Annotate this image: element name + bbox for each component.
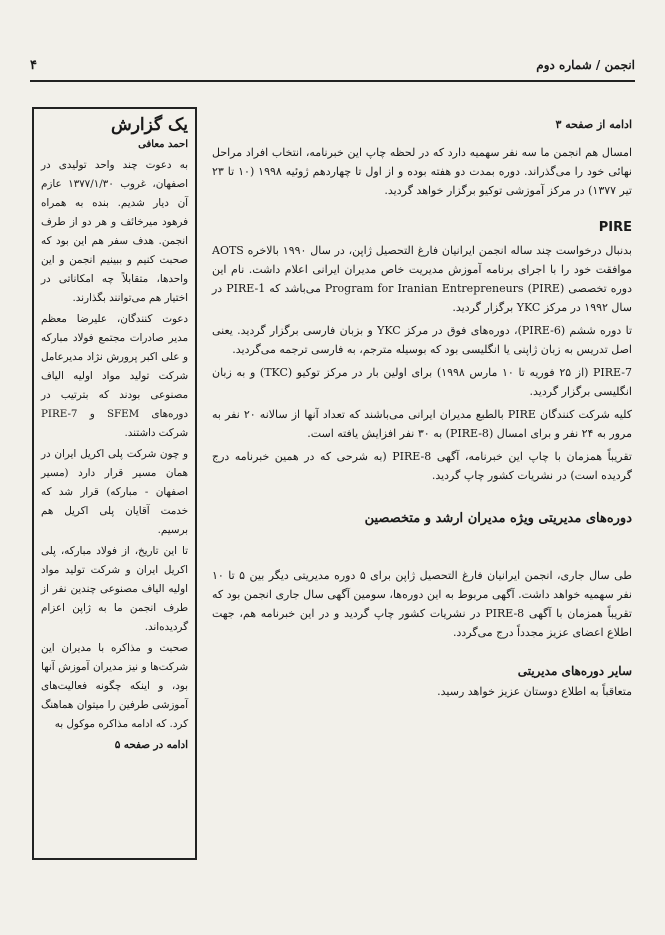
- report-paragraph: دعوت کنندگان، علیرضا معظم مدیر صادرات مجتمع فولاد مبارکه و علی اکبر پرورش نژاد مدیرعامل شرکت تولید مواد اولیه الیاف مصنوعی بودند که بترتیب در دوره‌های SFEM و PIRE-7 شرکت داشتند.: [41, 313, 188, 439]
- pire-paragraph: PIRE-7 (از ۲۵ فوریه تا ۱۰ مارس ۱۹۹۸) برای اولین بار در مرکز توکیو (TKC) و به زبان انگلیسی برگزار گردید.: [212, 366, 633, 398]
- main-column: [212, 118, 632, 705]
- report-paragraph: و چون شرکت پلی اکریل ایران در همان مسیر قرار دارد (مسیر اصفهان - مبارکه) قرار شد که خدمت آقایان پلی اکریل هم برسیم.: [41, 448, 188, 536]
- intro-paragraph: امسال هم انجمن ما سه نفر سهمیه دارد که در لحظه چاپ این خبرنامه، انتخاب افراد مراحل نهائی خود را می‌گذراند. دوره بمدت دو هفته بوده و از اول تا چهاردهم ژوئیه ۱۹۹۸ (۱۰ تا ۲۳ تیر ۱۳۷۷) در مرکز آموزشی توکیو برگزار خواهد گردید.: [212, 146, 632, 197]
- senior-courses-paragraph: طی سال جاری، انجمن ایرانیان فارغ التحصیل ژاپن برای ۵ دوره مدیریتی دیگر بین ۵ تا ۱۰ نفر سهمیه خواهد داشت. آگهی مربوط به این دوره‌ها، سومین آگهی سال جاری انجمن بود که تقریباً همزمان با آگهی PIRE-8 در نشریات کشور چاپ گردید و در این خبرنامه هم، جهت اطلاع اعضای عزیز مجدداً درج می‌گردد.: [212, 569, 632, 639]
- pire-paragraph: تقریباً همزمان با چاپ این خبرنامه، آگهی PIRE-8 (به شرحی که در همین خبرنامه درج گردیده است) در نشریات کشور چاپ گردید.: [212, 450, 632, 482]
- continued-from-note: ادامه از صفحه ۳: [555, 118, 632, 131]
- publication-title: انجمن / شماره دوم: [536, 58, 635, 72]
- report-continued-note: ادامه در صفحه ۵: [114, 739, 188, 751]
- report-author: احمد معافی: [138, 139, 188, 150]
- pire-paragraph: کلیه شرکت کنندگان PIRE بالطبع مدیران ایرانی می‌باشند که تعداد آنها از سالانه ۲۰ نفر به مرور به ۲۴ نفر و برای امسال (PIRE-8) به ۳۰ نفر افزایش یافته است.: [212, 408, 632, 440]
- report-paragraph: تا این تاریخ، از فولاد مبارکه، پلی اکریل ایران و شرکت تولید مواد اولیه الیاف مصنوعی چندین نفر از طرف انجمن ما به ژاپن اعزام گردیده‌اند.: [41, 545, 188, 633]
- report-title: یک گزارش: [110, 115, 188, 135]
- pire-heading: PIRE: [598, 220, 632, 235]
- other-courses-paragraph: متعاقباً به اطلاع دوستان عزیز خواهد رسید.: [437, 685, 632, 698]
- page-header: [30, 56, 635, 82]
- pire-paragraph: تا دوره ششم (PIRE-6)، دوره‌های فوق در مرکز YKC و بزبان فارسی برگزار گردید. یعنی اصل تدریس به زبان ژاپنی یا انگلیسی بود که بوسیله مترجم، به فارسی ترجمه می‌گردید.: [212, 324, 633, 356]
- report-paragraph: به دعوت چند واحد تولیدی در اصفهان، غروب ۱۳۷۷/۱/۳۰ عازم آن دیار شدیم. بنده به همراه فرهود میرخائف و هر دو از طرف انجمن. هدف سفر هم این بود که صحبت کنیم و ببینیم انجمن و این واحدها، متقابلاً چه امکاناتی در اختیار هم می‌توانند بگذارند.: [41, 159, 188, 304]
- senior-courses-heading: دوره‌های مدیریتی ویژه مدیران ارشد و متخصصین: [364, 511, 632, 526]
- report-sidebar-box: [32, 107, 197, 860]
- page-number: ۴: [30, 58, 37, 73]
- other-courses-heading: سایر دوره‌های مدیریتی: [517, 664, 632, 678]
- report-paragraph: صحبت و مذاکره با مدیران این شرکت‌ها و نیز مدیران آموزش آنها بود، و اینکه چگونه فعالیت‌های آموزشی طرفین را میتوان هماهنگ کرد. که ادامه مذاکره موکول به: [41, 642, 188, 730]
- pire-paragraph: بدنبال درخواست چند ساله انجمن ایرانیان فارغ التحصیل ژاپن، در سال ۱۹۹۰ بالاخره AOTS موافقت خود را با اجرای برنامه آموزش مدیریت خاص مدیران ایرانی اعلام داشت. نام این دوره تخصصی Program for Iranian Entrepreneurs (PIRE) می‌باشد که PIRE-1 در سال ۱۹۹۲ در مرکز YKC برگزار گردید.: [212, 244, 632, 314]
